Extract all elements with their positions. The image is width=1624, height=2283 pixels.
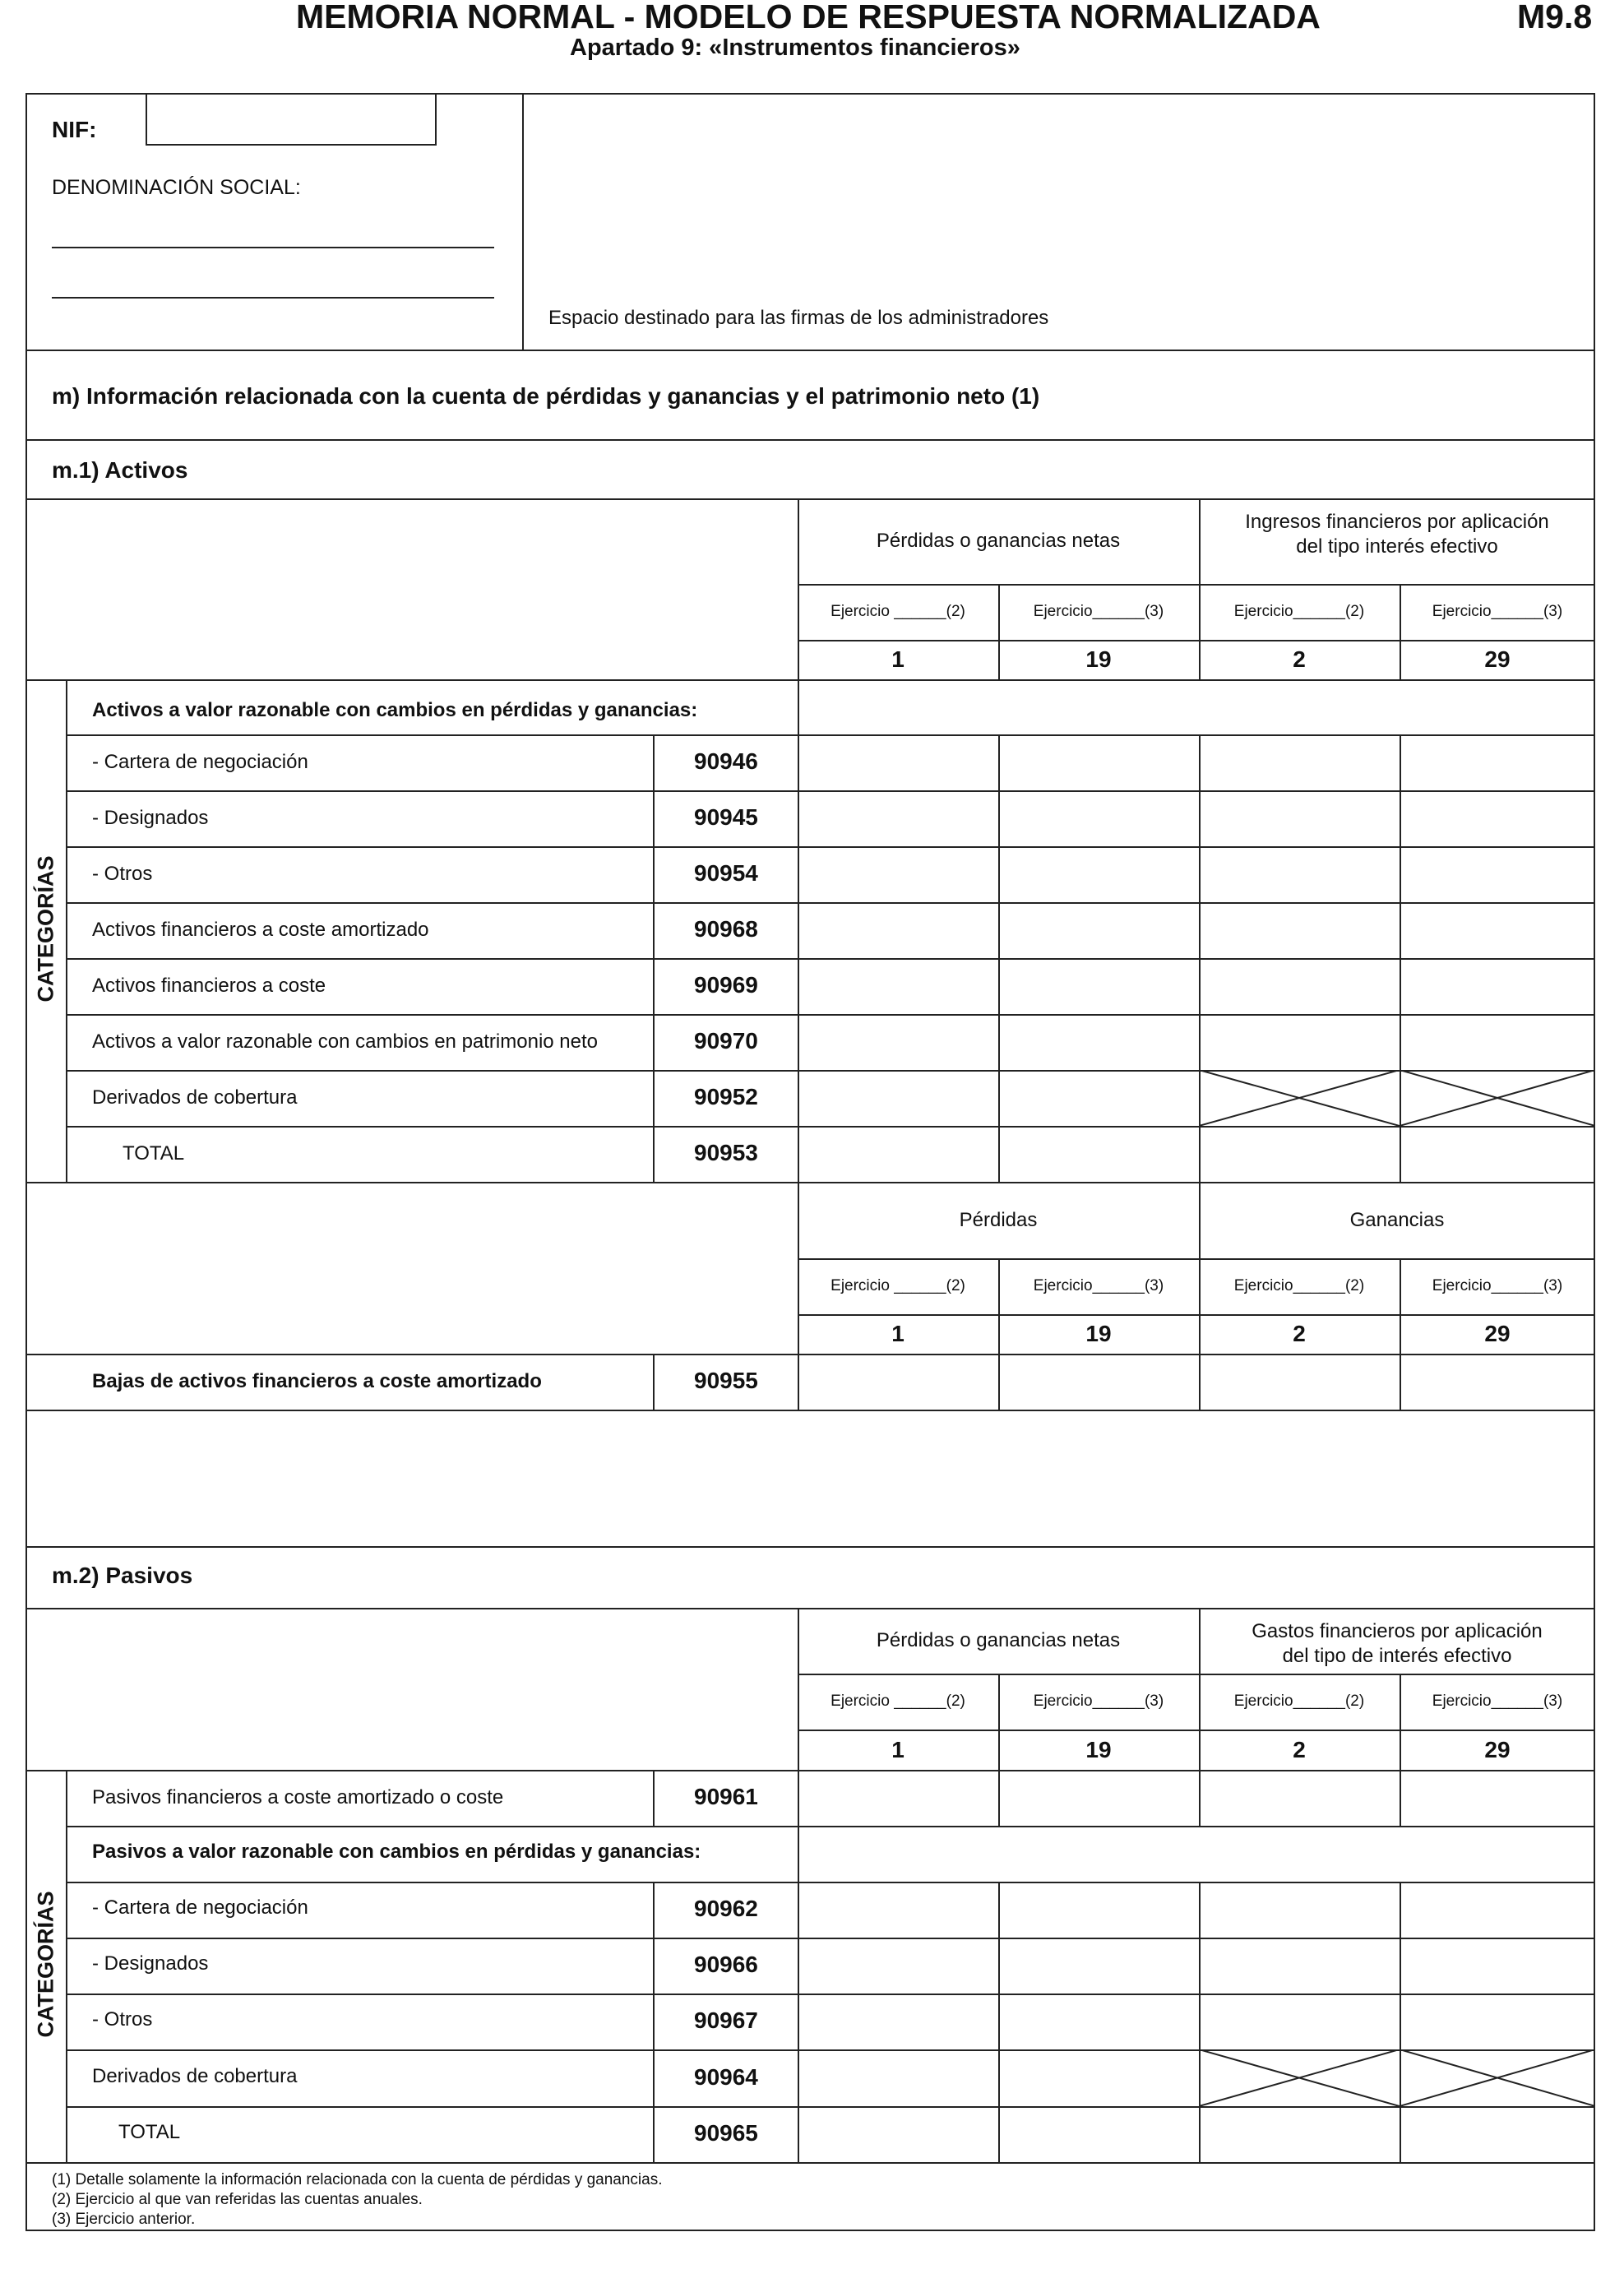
activos-col-number-1: 1 xyxy=(891,646,905,672)
pasivos-ejercicio-2: Ejercicio______(3) xyxy=(1033,1693,1164,1710)
activos-row-8-col-3-input[interactable] xyxy=(1201,1128,1398,1180)
pasivos-first-row-col-4-input[interactable] xyxy=(1401,1771,1594,1824)
pasivos-row-code-4: 90964 xyxy=(694,2063,758,2090)
pasivos-row-label-4: Derivados de cobertura xyxy=(92,2064,298,2087)
activos-row-code-7: 90952 xyxy=(694,1084,758,1109)
activos-row-1-col-2-input[interactable] xyxy=(1000,736,1197,789)
activos-row-code-8: 90953 xyxy=(694,1140,758,1165)
activos-row-code-2: 90945 xyxy=(694,804,758,830)
activos-row-2-col-2-input[interactable] xyxy=(1000,792,1197,845)
activos-col-number-2: 19 xyxy=(1085,646,1112,672)
bajas-col-number-1: 1 xyxy=(891,1321,905,1346)
activos-row-6-col-4-input[interactable] xyxy=(1401,1016,1594,1068)
pasivos-ejercicio-4: Ejercicio______(3) xyxy=(1432,1693,1563,1710)
pasivos-first-row-label: Pasivos financieros a coste amortizado o coste xyxy=(92,1786,504,1808)
bajas-col-number-4: 29 xyxy=(1484,1321,1511,1346)
bajas-row-label: Bajas de activos financieros a coste amortizado xyxy=(92,1370,542,1392)
activos-row-code-1: 90946 xyxy=(694,748,758,774)
bajas-row-col-2-input[interactable] xyxy=(1000,1355,1197,1408)
activos-row-7-col-2-input[interactable] xyxy=(1000,1072,1197,1124)
bajas-row-col-3-input[interactable] xyxy=(1201,1355,1398,1408)
note-3: (3) Ejercicio anterior. xyxy=(52,2211,196,2228)
activos-col-number-4: 29 xyxy=(1484,646,1511,672)
activos-row-3-col-1-input[interactable] xyxy=(799,848,997,901)
activos-ejercicio-4: Ejercicio______(3) xyxy=(1432,603,1563,620)
pasivos-row-2-col-4-input[interactable] xyxy=(1401,1939,1594,1992)
bajas-ejercicio-2: Ejercicio______(3) xyxy=(1033,1277,1164,1294)
pasivos-row-4-cross-col-4 xyxy=(1400,2049,1595,2106)
bajas-col-number-2: 19 xyxy=(1085,1321,1112,1346)
pasivos-row-code-1: 90962 xyxy=(694,1896,758,1921)
pasivos-title: m.2) Pasivos xyxy=(52,1563,193,1588)
activos-row-7-cross-col-3 xyxy=(1199,1070,1400,1126)
activos-row-code-3: 90954 xyxy=(694,860,758,886)
activos-row-4-col-3-input[interactable] xyxy=(1201,904,1398,956)
activos-row-4-col-1-input[interactable] xyxy=(799,904,997,956)
activos-row-3-col-3-input[interactable] xyxy=(1201,848,1398,901)
activos-row-2-col-1-input[interactable] xyxy=(799,792,997,845)
activos-row-7-col-1-input[interactable] xyxy=(799,1072,997,1124)
bajas-ejercicio-3: Ejercicio______(2) xyxy=(1233,1277,1365,1294)
activos-row-6-col-1-input[interactable] xyxy=(799,1016,997,1068)
pasivos-first-row-col-2-input[interactable] xyxy=(1000,1771,1197,1824)
activos-row-code-5: 90969 xyxy=(694,972,758,998)
page-subtitle: Apartado 9: «Instrumentos financieros» xyxy=(570,35,1020,61)
activos-ejercicio-1: Ejercicio ______(2) xyxy=(831,603,965,620)
activos-row-2-col-3-input[interactable] xyxy=(1201,792,1398,845)
bajas-header-left: Pérdidas xyxy=(959,1208,1038,1231)
pasivos-row-1-col-1-input[interactable] xyxy=(799,1883,997,1936)
pasivos-col-number-1: 1 xyxy=(891,1736,905,1762)
pasivos-row-5-col-4-input[interactable] xyxy=(1401,2108,1594,2160)
pasivos-row-2-col-3-input[interactable] xyxy=(1201,1939,1398,1992)
pasivos-row-4-col-1-input[interactable] xyxy=(799,2051,997,2105)
activos-row-2-col-4-input[interactable] xyxy=(1401,792,1594,845)
pasivos-ejercicio-1: Ejercicio ______(2) xyxy=(831,1693,965,1710)
pasivos-col-number-3: 2 xyxy=(1293,1736,1306,1762)
pasivos-ejercicio-3: Ejercicio______(2) xyxy=(1233,1693,1365,1710)
denominacion-line-1[interactable] xyxy=(52,247,494,248)
pasivos-row-3-col-3-input[interactable] xyxy=(1201,1995,1398,2048)
bajas-col-number-3: 2 xyxy=(1293,1321,1306,1346)
activos-header-left: Pérdidas o ganancias netas xyxy=(876,530,1121,552)
activos-row-label-2: - Designados xyxy=(92,807,209,829)
pasivos-header-right-1: Gastos financieros por aplicación xyxy=(1252,1620,1543,1642)
firmas-label: Espacio destinado para las firmas de los administradores xyxy=(548,307,1049,329)
activos-row-5-col-2-input[interactable] xyxy=(1000,960,1197,1012)
pasivos-row-3-col-2-input[interactable] xyxy=(1000,1995,1197,2048)
pasivos-row-3-col-1-input[interactable] xyxy=(799,1995,997,2048)
bajas-row-code: 90955 xyxy=(694,1368,758,1393)
pasivos-row-code-2: 90966 xyxy=(694,1952,758,1977)
pasivos-header-right-2: del tipo de interés efectivo xyxy=(1282,1645,1512,1667)
pasivos-category-label: CATEGORÍAS xyxy=(33,1891,58,2038)
activos-row-label-1: - Cartera de negociación xyxy=(92,751,308,773)
activos-row-label-5: Activos financieros a coste xyxy=(92,975,326,997)
denominacion-line-2[interactable] xyxy=(52,297,494,299)
bajas-header-right: Ganancias xyxy=(1349,1208,1445,1231)
pasivos-row-code-5: 90965 xyxy=(694,2120,758,2146)
activos-row-label-8: TOTAL xyxy=(123,1142,185,1165)
activos-title: m.1) Activos xyxy=(52,457,188,483)
activos-row-5-col-3-input[interactable] xyxy=(1201,960,1398,1012)
activos-row-6-col-3-input[interactable] xyxy=(1201,1016,1398,1068)
activos-row-label-6: Activos a valor razonable con cambios en patrimonio neto xyxy=(92,1030,598,1053)
pasivos-row-label-3: - Otros xyxy=(92,2008,153,2031)
activos-row-code-6: 90970 xyxy=(694,1028,758,1054)
note-2: (2) Ejercicio al que van referidas las cuentas anuales. xyxy=(52,2191,423,2208)
bajas-row-col-1-input[interactable] xyxy=(799,1355,997,1408)
pasivos-row-label-5: TOTAL xyxy=(118,2121,181,2143)
activos-category-label: CATEGORÍAS xyxy=(33,855,58,1003)
activos-group-label: Activos a valor razonable con cambios en pérdidas y ganancias: xyxy=(92,699,698,721)
activos-row-label-3: - Otros xyxy=(92,863,153,885)
note-1: (1) Detalle solamente la información relacionada con la cuenta de pérdidas y ganancias. xyxy=(52,2171,663,2188)
bajas-ejercicio-1: Ejercicio ______(2) xyxy=(831,1277,965,1294)
bajas-row-col-4-input[interactable] xyxy=(1401,1355,1594,1408)
nif-label: NIF: xyxy=(52,117,97,142)
pasivos-col-number-4: 29 xyxy=(1484,1736,1511,1762)
activos-row-6-col-2-input[interactable] xyxy=(1000,1016,1197,1068)
pasivos-row-1-col-4-input[interactable] xyxy=(1401,1883,1594,1936)
pasivos-col-number-2: 19 xyxy=(1085,1736,1112,1762)
activos-row-8-col-2-input[interactable] xyxy=(1000,1128,1197,1180)
activos-col-number-3: 2 xyxy=(1293,646,1306,672)
pasivos-first-row-col-3-input[interactable] xyxy=(1201,1771,1398,1824)
activos-row-1-col-4-input[interactable] xyxy=(1401,736,1594,789)
activos-header-right-2: del tipo interés efectivo xyxy=(1296,535,1498,558)
pasivos-row-label-1: - Cartera de negociación xyxy=(92,1896,308,1919)
pasivos-row-5-col-1-input[interactable] xyxy=(799,2108,997,2160)
activos-row-4-col-4-input[interactable] xyxy=(1401,904,1594,956)
activos-row-3-col-4-input[interactable] xyxy=(1401,848,1594,901)
pasivos-first-row-code: 90961 xyxy=(694,1784,758,1809)
activos-row-5-col-4-input[interactable] xyxy=(1401,960,1594,1012)
activos-row-label-4: Activos financieros a coste amortizado xyxy=(92,919,429,941)
bajas-ejercicio-4: Ejercicio______(3) xyxy=(1432,1277,1563,1294)
activos-row-8-col-4-input[interactable] xyxy=(1401,1128,1594,1180)
activos-row-8-col-1-input[interactable] xyxy=(799,1128,997,1180)
denominacion-label: DENOMINACIÓN SOCIAL: xyxy=(52,176,301,199)
nif-input[interactable] xyxy=(148,93,434,144)
activos-row-1-col-1-input[interactable] xyxy=(799,736,997,789)
pasivos-group-label: Pasivos a valor razonable con cambios en pérdidas y ganancias: xyxy=(92,1841,701,1863)
pasivos-header-left: Pérdidas o ganancias netas xyxy=(876,1629,1121,1651)
activos-header-right-1: Ingresos financieros por aplicación xyxy=(1245,511,1549,533)
pasivos-row-1-col-3-input[interactable] xyxy=(1201,1883,1398,1936)
pasivos-row-5-col-3-input[interactable] xyxy=(1201,2108,1398,2160)
activos-row-1-col-3-input[interactable] xyxy=(1201,736,1398,789)
activos-ejercicio-2: Ejercicio______(3) xyxy=(1033,603,1164,620)
activos-row-code-4: 90968 xyxy=(694,916,758,942)
activos-row-3-col-2-input[interactable] xyxy=(1000,848,1197,901)
pasivos-row-5-col-2-input[interactable] xyxy=(1000,2108,1197,2160)
pasivos-row-2-col-2-input[interactable] xyxy=(1000,1939,1197,1992)
activos-ejercicio-3: Ejercicio______(2) xyxy=(1233,603,1365,620)
activos-row-7-cross-col-4 xyxy=(1400,1070,1595,1126)
pasivos-row-2-col-1-input[interactable] xyxy=(799,1939,997,1992)
activos-row-label-7: Derivados de cobertura xyxy=(92,1086,298,1109)
page-title: MEMORIA NORMAL - MODELO DE RESPUESTA NORMALIZADA xyxy=(296,0,1321,35)
pasivos-row-4-col-2-input[interactable] xyxy=(1000,2051,1197,2105)
activos-row-5-col-1-input[interactable] xyxy=(799,960,997,1012)
pasivos-row-code-3: 90967 xyxy=(694,2007,758,2033)
model-code: M9.8 xyxy=(1517,0,1593,35)
pasivos-first-row-col-1-input[interactable] xyxy=(799,1771,997,1824)
pasivos-row-4-cross-col-3 xyxy=(1199,2049,1400,2106)
pasivos-row-1-col-2-input[interactable] xyxy=(1000,1883,1197,1936)
section-m-title: m) Información relacionada con la cuenta de pérdidas y ganancias y el patrimonio neto (1) xyxy=(52,383,1040,409)
activos-row-4-col-2-input[interactable] xyxy=(1000,904,1197,956)
pasivos-row-label-2: - Designados xyxy=(92,1952,209,1975)
pasivos-row-3-col-4-input[interactable] xyxy=(1401,1995,1594,2048)
